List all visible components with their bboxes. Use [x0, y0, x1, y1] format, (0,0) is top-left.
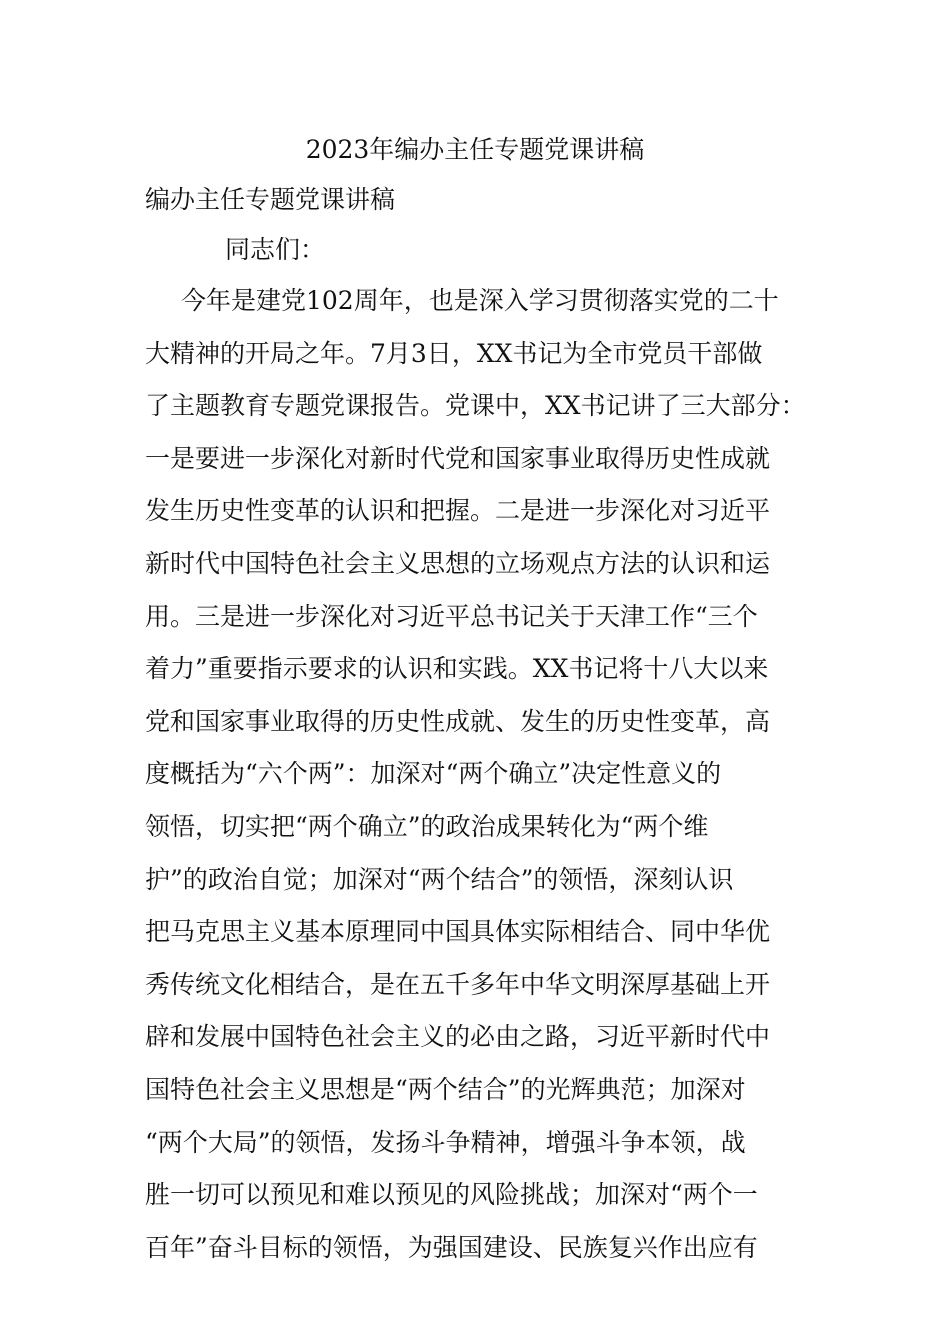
body-line: “两个大局”的领悟，发扬斗争精神，增强斗争本领，战 — [145, 1127, 746, 1157]
body-line: 今年是建党102周年，也是深入学习贯彻落实党的二十 — [181, 286, 779, 315]
body-paragraph — [145, 284, 810, 1283]
body-line: 度概括为“六个两”：加深对“两个确立”决定性意义的 — [145, 759, 722, 789]
greeting-text: 同志们： — [225, 235, 326, 264]
body-line: 国特色社会主义思想是“两个结合”的光辉典范；加深对 — [145, 1074, 746, 1104]
body-line: 党和国家事业取得的历史性成就、发生的历史性变革，高 — [145, 706, 771, 736]
body-line: 领悟，切实把“两个确立”的政治成果转化为“两个维 — [145, 811, 709, 841]
body-line: 秀传统文化相结合，是在五千多年中华文明深厚基础上开 — [145, 969, 771, 999]
body-line: 新时代中国特色社会主义思想的立场观点方法的认识和运 — [145, 548, 771, 578]
body-line: 了主题教育专题党课报告。党课中，XX书记讲了三大部分： — [145, 391, 806, 421]
body-line: 发生历史性变革的认识和把握。二是进一步深化对习近平 — [145, 496, 771, 526]
body-line: 胜一切可以预见和难以预见的风险挑战；加深对“两个一 — [145, 1180, 758, 1210]
body-line: 着力”重要指示要求的认识和实践。XX书记将十八大以来 — [145, 654, 769, 684]
body-line: 一是要进一步深化对新时代党和国家事业取得历史性成就 — [145, 443, 771, 473]
body-line: 大精神的开局之年。7月3日，XX书记为全市党员干部做 — [145, 338, 763, 368]
document-title: 2023年编办主任专题党课讲稿 — [305, 135, 645, 164]
body-line: 把马克思主义基本原理同中国具体实际相结合、同中华优 — [145, 917, 771, 947]
body-line: 护”的政治自觉；加深对“两个结合”的领悟，深刻认识 — [145, 864, 734, 894]
body-line: 用。三是进一步深化对习近平总书记关于天津工作“三个 — [145, 601, 758, 631]
body-line: 百年”奋斗目标的领悟，为强国建设、民族复兴作出应有 — [145, 1232, 758, 1262]
body-line: 辟和发展中国特色社会主义的必由之路，习近平新时代中 — [145, 1022, 771, 1052]
document-subtitle: 编办主任专题党课讲稿 — [145, 185, 396, 214]
